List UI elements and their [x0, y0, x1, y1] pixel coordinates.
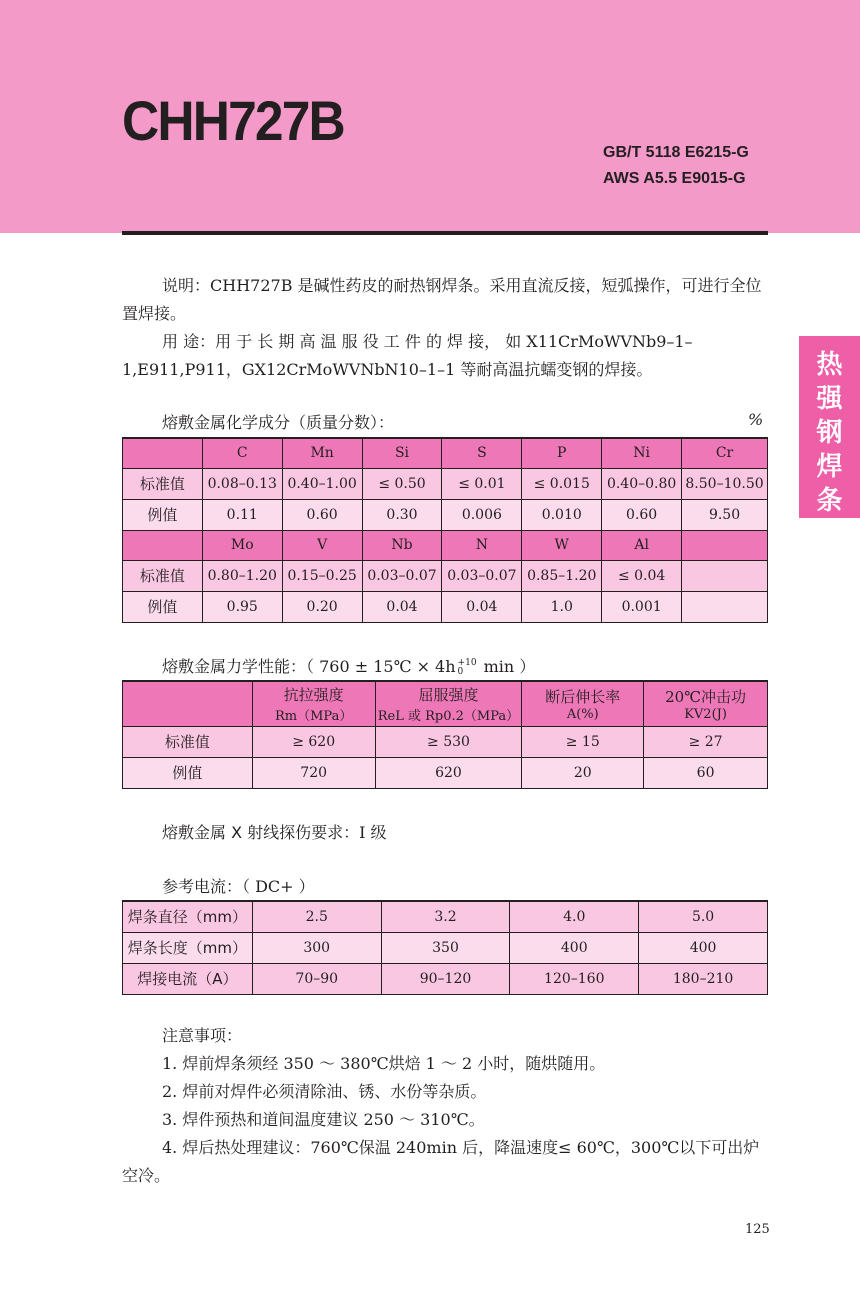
current-cell: 2.5 — [252, 901, 381, 932]
current-cell: 400 — [510, 932, 639, 963]
note-item: 1. 焊前焊条须经 350 ～ 380℃烘焙 1 ～ 2 小时，随烘随用。 — [162, 1054, 606, 1073]
chem-cell: 0.03–0.07 — [362, 560, 442, 591]
header-rule — [122, 231, 768, 235]
chem-cell: 0.30 — [362, 499, 442, 530]
current-row-length — [123, 932, 768, 963]
chem-std-row-1 — [123, 468, 768, 499]
description — [122, 272, 768, 328]
current-cell: 70–90 — [252, 963, 381, 994]
current-cell: 4.0 — [510, 901, 639, 932]
mech-std-row — [123, 726, 768, 757]
mech-cell: 抗拉强度 Rm（MPa） — [252, 681, 375, 726]
chem-cell: Mn — [282, 438, 362, 468]
chem-table — [122, 437, 768, 623]
chem-ex-row-2 — [123, 591, 768, 622]
chem-cell — [682, 530, 768, 560]
chem-cell: 例值 — [123, 499, 203, 530]
chem-cell: 0.40–0.80 — [602, 468, 682, 499]
mech-ex-row — [123, 757, 768, 788]
chem-cell: N — [442, 530, 522, 560]
chem-cell: 0.001 — [602, 591, 682, 622]
tab-char: 强 — [816, 384, 843, 414]
mech-cell: 断后伸长率 A(%) — [522, 681, 644, 726]
chem-cell: 0.80–1.20 — [202, 560, 282, 591]
chem-header-row-2 — [123, 530, 768, 560]
mech-cell: 60 — [644, 757, 768, 788]
chem-cell: Ni — [602, 438, 682, 468]
chem-cell: 0.11 — [202, 499, 282, 530]
chem-cell: 0.15–0.25 — [282, 560, 362, 591]
mech-cell: 620 — [375, 757, 522, 788]
mech-table — [122, 680, 768, 789]
mech-cell: ≥ 530 — [375, 726, 522, 757]
current-cell: 3.2 — [381, 901, 510, 932]
chem-cell: 9.50 — [682, 499, 768, 530]
notes — [122, 1022, 768, 1190]
chem-cell: V — [282, 530, 362, 560]
chem-cell: ≤ 0.015 — [522, 468, 602, 499]
chem-ex-row-1 — [123, 499, 768, 530]
current-cell: 350 — [381, 932, 510, 963]
mech-cell: ≥ 620 — [252, 726, 375, 757]
chem-cell: 0.95 — [202, 591, 282, 622]
note-item: 4. 焊后热处理建议：760℃保温 240min 后，降温速度≤ 60℃，300℃以下可出炉空冷。 — [122, 1138, 760, 1185]
mech-cell: ≥ 27 — [644, 726, 768, 757]
chem-cell: ≤ 0.50 — [362, 468, 442, 499]
chem-cell: C — [202, 438, 282, 468]
notes-title: 注意事项： — [162, 1026, 243, 1045]
mech-cell: ≥ 15 — [522, 726, 644, 757]
note-item: 3. 焊件预热和道间温度建议 250 ～ 310℃。 — [162, 1110, 485, 1129]
mech-cell: 20 — [522, 757, 644, 788]
description-text: CHH727B 是碱性药皮的耐热钢焊条。采用直流反接，短弧操作，可进行全位置焊接。 — [122, 276, 762, 323]
mech-section-title: 熔敷金属力学性能：（ 760 ± 15℃ × 4h +10 0 min ） — [162, 657, 536, 677]
chem-section-title: 熔敷金属化学成分（质量分数）： — [162, 413, 395, 432]
current-cell: 300 — [252, 932, 381, 963]
mech-cell: 标准值 — [123, 726, 253, 757]
chem-cell — [123, 438, 203, 468]
chem-cell: ≤ 0.04 — [602, 560, 682, 591]
standard-aws: AWS A5.5 E9015-G — [603, 170, 746, 187]
page-number: 125 — [745, 1222, 770, 1237]
product-title: CHH727B — [122, 89, 344, 152]
mech-cell: 例值 — [123, 757, 253, 788]
chem-cell: 0.60 — [602, 499, 682, 530]
mech-header-row — [123, 681, 768, 726]
current-cell: 焊条直径（mm） — [123, 901, 253, 932]
current-section-title: 参考电流：（ DC+ ） — [162, 877, 315, 896]
chem-cell: 0.08–0.13 — [202, 468, 282, 499]
chem-cell: 0.006 — [442, 499, 522, 530]
current-type: （ DC+ ） — [242, 877, 315, 896]
chem-cell: 0.85–1.20 — [522, 560, 602, 591]
chem-cell: Nb — [362, 530, 442, 560]
current-cell: 焊接电流（A） — [123, 963, 253, 994]
current-cell: 5.0 — [639, 901, 768, 932]
tab-char: 钢 — [816, 418, 843, 448]
chem-cell: Si — [362, 438, 442, 468]
current-row-diameter — [123, 901, 768, 932]
chem-cell — [682, 591, 768, 622]
chem-cell — [123, 530, 203, 560]
usage-text: 用 于 长 期 高 温 服 役 工 件 的 焊 接， 如 X11CrMoWVNb9–1–1,E911,P911，GX12CrMoWVNbN10–1–1 等耐高温抗蠕变钢的焊接。 — [122, 332, 693, 379]
current-cell: 90–120 — [381, 963, 510, 994]
tab-char: 焊 — [816, 452, 843, 482]
mech-cell: 屈服强度 ReL 或 Rp0.2（MPa） — [375, 681, 522, 726]
current-cell: 焊条长度（mm） — [123, 932, 253, 963]
chem-cell: 0.40–1.00 — [282, 468, 362, 499]
usage — [122, 328, 768, 384]
mech-cell: 20℃冲击功 KV2(J) — [644, 681, 768, 726]
xray-requirement: 熔敷金属 X 射线探伤要求：I 级 — [162, 823, 387, 842]
current-cell: 180–210 — [639, 963, 768, 994]
chem-cell — [682, 560, 768, 591]
chem-cell: 标准值 — [123, 468, 203, 499]
chem-std-row-2 — [123, 560, 768, 591]
current-cell: 400 — [639, 932, 768, 963]
standard-gb: GB/T 5118 E6215-G — [603, 144, 749, 161]
chem-cell: 例值 — [123, 591, 203, 622]
current-row-amperage — [123, 963, 768, 994]
note-item: 2. 焊前对焊件必须清除油、锈、水份等杂质。 — [162, 1082, 487, 1101]
usage-label: 用 途： — [162, 332, 216, 351]
chem-cell: 0.04 — [442, 591, 522, 622]
chem-cell: 8.50–10.50 — [682, 468, 768, 499]
tab-char: 条 — [816, 486, 843, 516]
chem-cell: Mo — [202, 530, 282, 560]
description-label: 说明： — [162, 276, 211, 295]
tab-char: 热 — [816, 350, 843, 380]
chem-header-row-1 — [123, 438, 768, 468]
chem-cell: P — [522, 438, 602, 468]
chem-cell: 0.010 — [522, 499, 602, 530]
current-table — [122, 900, 768, 995]
chem-cell: 0.60 — [282, 499, 362, 530]
chem-unit: % — [748, 410, 764, 429]
chem-cell: Cr — [682, 438, 768, 468]
mech-cell — [123, 681, 253, 726]
mech-cell: 720 — [252, 757, 375, 788]
chem-cell: 0.04 — [362, 591, 442, 622]
chem-cell: 0.20 — [282, 591, 362, 622]
chem-cell: 标准值 — [123, 560, 203, 591]
chem-cell: ≤ 0.01 — [442, 468, 522, 499]
chem-cell: S — [442, 438, 522, 468]
current-cell: 120–160 — [510, 963, 639, 994]
category-tab — [799, 336, 860, 518]
chem-cell: Al — [602, 530, 682, 560]
chem-cell: 0.03–0.07 — [442, 560, 522, 591]
chem-cell: W — [522, 530, 602, 560]
chem-cell: 1.0 — [522, 591, 602, 622]
